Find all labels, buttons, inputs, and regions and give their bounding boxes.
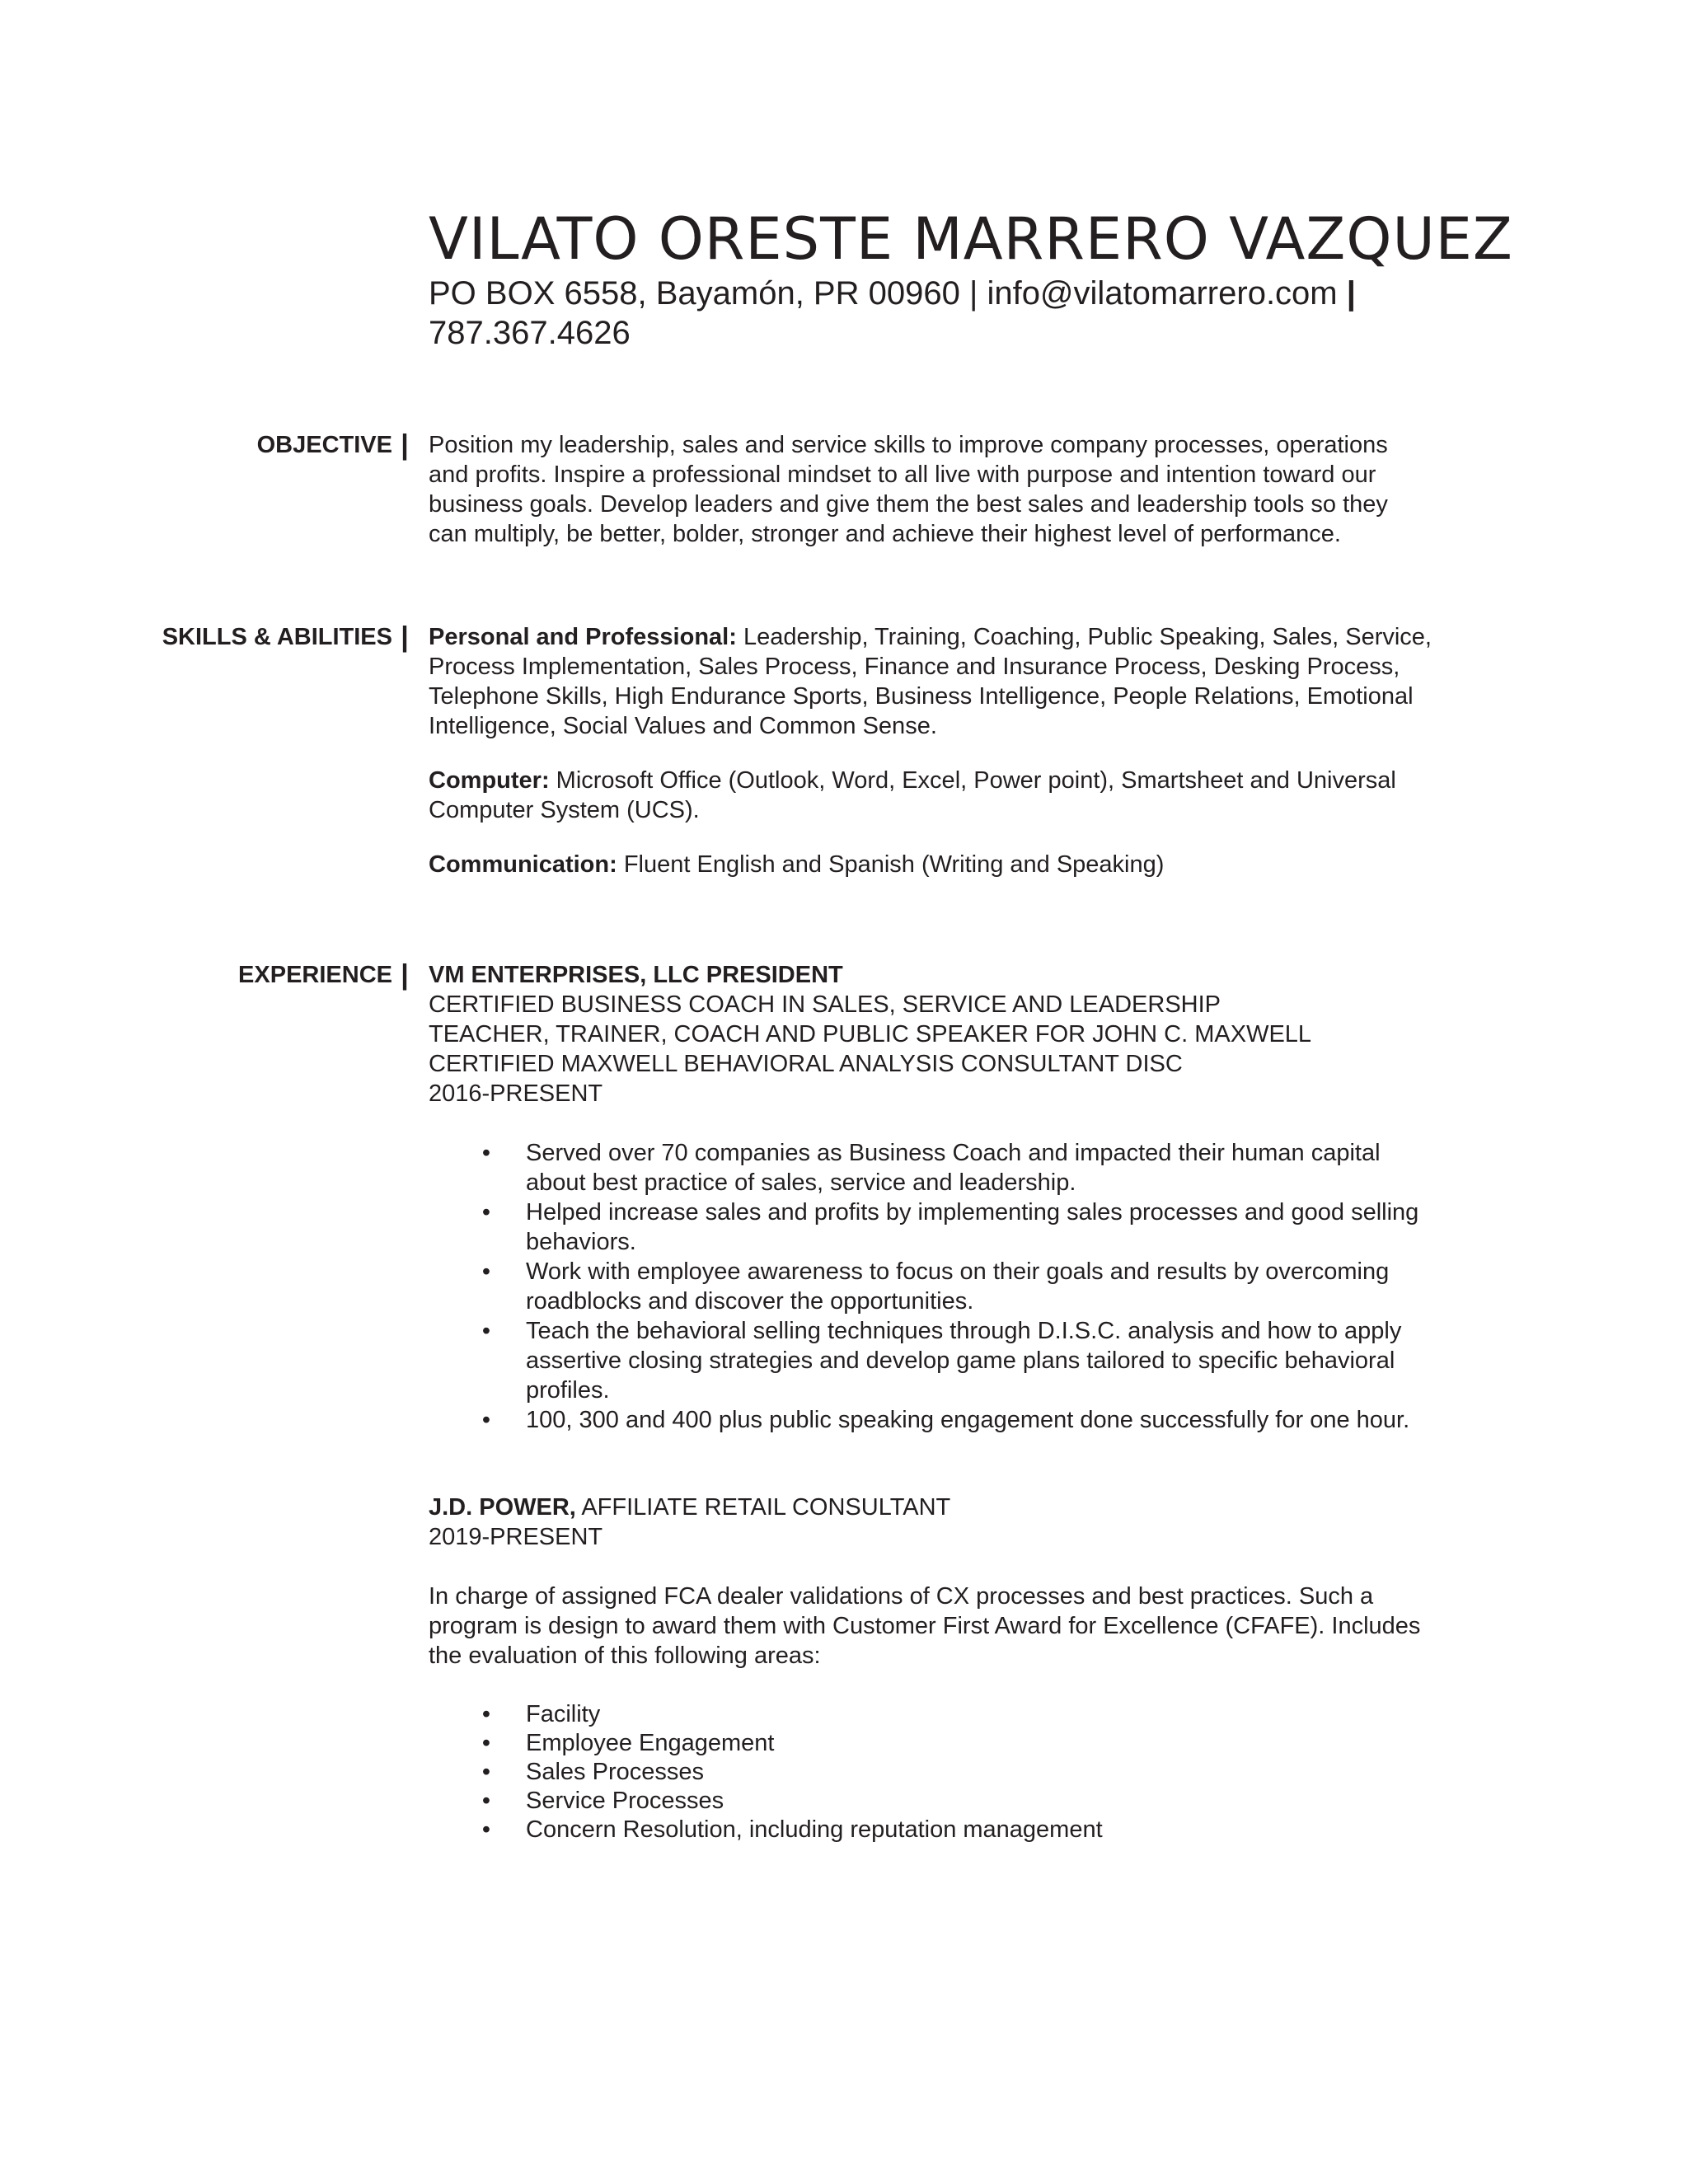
skills-communication [429,850,1432,879]
list-item: • Sales Processes [429,1758,1432,1787]
list-item: • Teach the behavioral selling techniques through D.I.S.C. analysis and how to apply assertive closing strategies and develop game plans tailored to specific behavioral profiles. [429,1316,1432,1405]
contact-info [429,274,1385,353]
contact-address-email: PO BOX 6558, Bayamón, PR 00960 | info@vilatomarrero.com [429,275,1338,312]
job1-role-line: CERTIFIED BUSINESS COACH IN SALES, SERVICE AND LEADERSHIP [429,991,1221,1018]
bullet-icon: • [481,1788,491,1814]
contact-phone: 787.367.4626 [429,315,631,351]
section-divider-experience: | [401,959,409,991]
skills-communication-text: Fluent English and Spanish (Writing and Speaking) [617,851,1165,878]
job2-dates: 2019-PRESENT [429,1524,603,1550]
job1-dates: 2016-PRESENT [429,1080,603,1107]
job1-achievements-list [429,1138,1432,1435]
bullet-icon: • [481,1407,491,1433]
section-divider-skills: | [401,621,409,653]
bullet-icon: • [481,1730,491,1756]
list-item: • Service Processes [429,1787,1432,1816]
objective-text: Position my leadership, sales and service skills to improve company processes, operations and profits. Inspire a professional mindset to all live with purpose and intention toward our business goals. Develop leaders and give them the best sales and leadership tools so they can multiply, be better, bolder, stronger and achieve their highest level of performance. [429,432,1388,547]
section-label-skills: SKILLS & ABILITIES [162,624,392,650]
job1-role-line: CERTIFIED MAXWELL BEHAVIORAL ANALYSIS CONSULTANT DISC [429,1051,1183,1077]
section-divider-objective: | [401,429,409,461]
section-label-experience: EXPERIENCE [238,962,392,988]
skills-computer [429,766,1432,825]
list-item: • Employee Engagement [429,1729,1432,1758]
job2-description: In charge of assigned FCA dealer validations of CX processes and best practices. Such a program is design to award them with Customer First Award for Excellence (CFAFE). Includes the evaluation of this following areas: [429,1583,1421,1669]
bullet-icon: • [481,1140,491,1166]
list-item: • 100, 300 and 400 plus public speaking engagement done successfully for one hour. [429,1405,1432,1435]
job2-heading [429,1493,1432,1522]
list-item: • Concern Resolution, including reputation management [429,1816,1432,1844]
skills-personal-text: Leadership, Training, Coaching, Public Speaking, Sales, Service, Process Implementation, Sales Process, Finance and Insurance Process, Desking Process, Telephone Skills, High Endurance Sports, Business Intelligence, People Relations, Emotional Intelligence, Social Values and Common Sense. [429,624,1432,739]
bullet-icon: • [481,1199,491,1226]
contact-separator: | [1346,275,1356,312]
experience-section [429,960,1432,1844]
bullet-icon: • [481,1258,491,1285]
objective-section [429,430,1432,549]
list-item: • Facility [429,1700,1432,1729]
bullet-icon: • [481,1701,491,1727]
skills-personal [429,622,1432,741]
bullet-icon: • [481,1816,491,1843]
job2-areas-list [429,1700,1432,1844]
skills-personal-title: Personal and Professional: [429,624,737,650]
bullet-icon: • [481,1759,491,1785]
job2-role: AFFILIATE RETAIL CONSULTANT [575,1494,951,1521]
section-label-objective: OBJECTIVE [256,432,392,458]
skills-computer-title: Computer: [429,767,550,794]
job1-company-title: VM ENTERPRISES, LLC PRESIDENT [429,962,843,988]
job1-role-line: TEACHER, TRAINER, COACH AND PUBLIC SPEAKER FOR JOHN C. MAXWELL [429,1021,1312,1047]
skills-section [429,622,1432,879]
bullet-icon: • [481,1318,491,1344]
job2-company: J.D. POWER, [429,1494,576,1521]
list-item: • Work with employee awareness to focus on their goals and results by overcoming roadblocks and discover the opportunities. [429,1257,1432,1316]
list-item: • Served over 70 companies as Business Coach and impacted their human capital about best practice of sales, service and leadership. [429,1138,1432,1197]
candidate-name: VILATO ORESTE MARRERO VAZQUEZ [429,205,1513,273]
skills-computer-text: Microsoft Office (Outlook, Word, Excel, Power point), Smartsheet and Universal Computer System (UCS). [429,767,1396,823]
list-item: • Helped increase sales and profits by implementing sales processes and good selling behaviors. [429,1197,1432,1257]
skills-communication-title: Communication: [429,851,617,878]
